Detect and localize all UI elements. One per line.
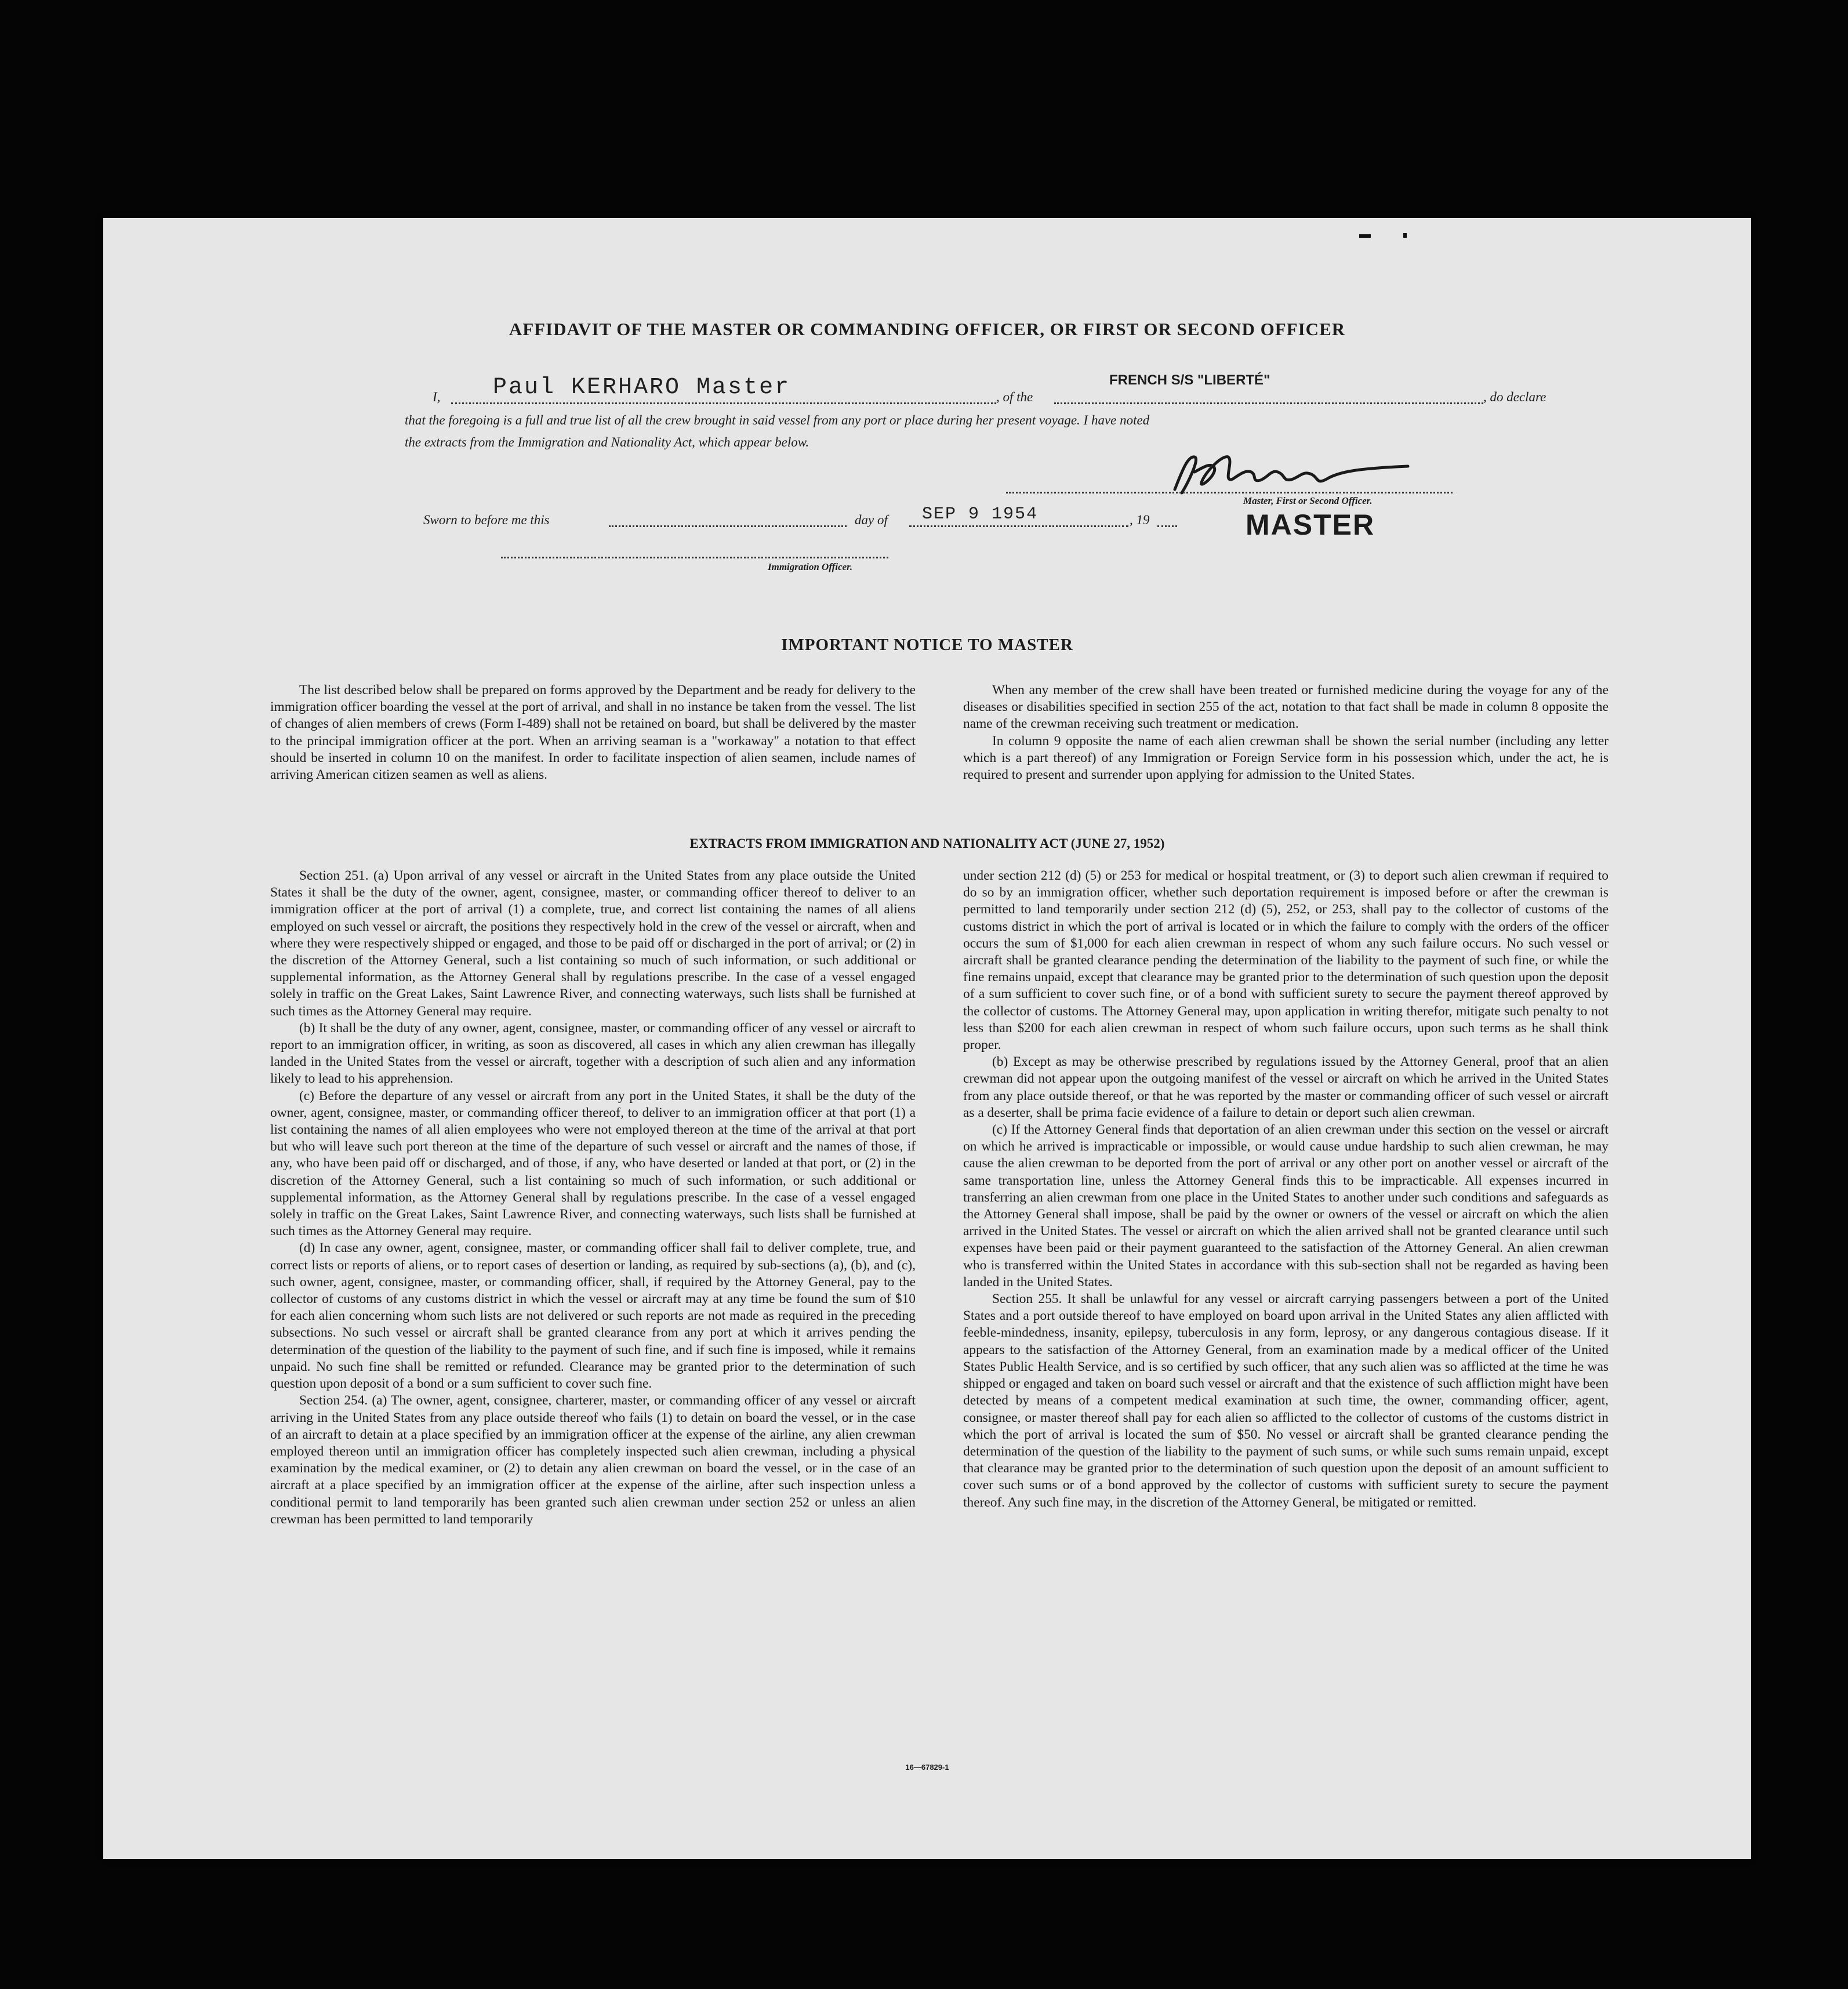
day-of-label: day of bbox=[855, 513, 888, 527]
of-the-label: , of the bbox=[996, 390, 1033, 404]
extract-paragraph: (b) It shall be the duty of any owner, agent, consignee, master, or commanding officer of any vessel or aircraft to report to an immigration officer, in writing, as soon as discovered, all cases in which any alien crewman has illegally landed in the United States from the vessel or aircraft, together with a description of such alien and any information likely to lead to his apprehension. bbox=[270, 1020, 916, 1087]
master-stamp: MASTER bbox=[1246, 509, 1375, 541]
immigration-officer-caption: Immigration Officer. bbox=[768, 561, 853, 572]
ink-mark bbox=[1403, 233, 1407, 238]
signature-underline bbox=[1006, 492, 1453, 493]
affidavit-line-1: that the foregoing is a full and true list of all the crew brought in said vessel from any port or place during her present voyage. I have noted bbox=[405, 413, 1150, 427]
sworn-label: Sworn to before me this bbox=[423, 513, 550, 527]
extract-paragraph: Section 251. (a) Upon arrival of any vessel or aircraft in the United States from any place outside the United States it shall be the duty of the owner, agent, consignee, master, or commanding officer thereof to deliver to an immigration officer at the port of arrival (1) a complete, true, and correct list containing the names of all aliens employed on such vessel or aircraft, the positions they respectively hold in the crew of the vessel or aircraft, when and where they were respectively shipped or engaged, and those to be paid off or discharged in the port of arrival; or (2) in the discretion of the Attorney General, such a list containing so much of such information, or such additional or supplemental information, as the Attorney General shall by regulations prescribe. In the case of a vessel engaged solely in traffic on the Great Lakes, Saint Lawrence River, and connecting waterways, such lists shall be furnished at such times as the Attorney General may require. bbox=[270, 868, 916, 1019]
extract-paragraph: Section 255. It shall be unlawful for any vessel or aircraft carrying passengers between a port of the United States and a port outside thereof to have employed on board upon arrival in the United States any alien afflicted with feeble-mindedness, insanity, epilepsy, tuberculosis in any form, leprosy, or any dangerous contagious disease. If it appears to the satisfaction of the Attorney General, from an examination made by a medical officer of the United States Public Health Service, and is so certified by such officer, that any such alien was so afflicted at the time he was shipped or engaged and taken on board such vessel or aircraft and that the existence of such affliction might have been detected by means of a competent medical examination at such time, the owner, commanding officer, agent, consignee, or master thereof shall pay for each alien so afflicted to the collector of customs of the customs district in which the port of arrival is located the sum of $50. No vessel or aircraft shall be granted clearance pending the determination of the question of the liability to the payment of such sums, or while such sums remain unpaid, except that clearance may be granted prior to the determination of such question upon the deposit of an amount sufficient to cover such sums or of a bond approved by the collector of customs with sufficient surety to secure the payment thereof. Any such fine may, in the discretion of the Attorney General, be mitigated or remitted. bbox=[963, 1291, 1609, 1510]
notice-right-paragraph-1: When any member of the crew shall have been treated or furnished medicine during the voyage for any of the diseases or disabilities specified in section 255 of the act, notation to that fact shall be made in column 8 opposite the name of the crewman receiving such treatment or medication. bbox=[963, 683, 1609, 732]
form-sheet bbox=[103, 218, 1751, 1859]
form-code: 16—67829-1 bbox=[905, 1763, 949, 1772]
extract-paragraph: (c) Before the departure of any vessel or aircraft from any port in the United States, it shall be the duty of the owner, agent, consignee, master, or commanding officer thereof, to deliver to an immigration officer at that port (1) a list containing the names of all alien employees who were not employed thereon at the time of the arrival at that port but who will leave such port thereon at the time of the departure of such vessel or aircraft and the names of those, if any, who have been paid off or discharged, and of those, if any, who have deserted or landed at that port, or (2) in the discretion of the Attorney General, such a list containing so much of such information, or such additional or supplemental information, as the Attorney General shall by regulations prescribe. In the case of a vessel engaged solely in traffic on the Great Lakes, Saint Lawrence River, and connecting waterways, such lists shall be furnished at such times as the Attorney General may require. bbox=[270, 1088, 916, 1239]
extract-paragraph: (c) If the Attorney General finds that deportation of an alien crewman under this section on the vessel or aircraft on which he arrived is impracticable or impossible, or would cause undue hardship to such alien crewman, he may cause the alien crewman to be deported from the port of arrival or any other port on another vessel or aircraft of the same transportation line, unless the Attorney General finds this to be impracticable. All expenses incurred in transferring an alien crewman from one place in the United States to another under such conditions and safeguards as the Attorney General shall impose, shall be paid by the owner or owners of the vessel or aircraft on which the alien arrived in the United States. The vessel or aircraft on which the alien arrived shall not be granted clearance until such expenses have been paid or their payment guaranteed to the satisfaction of the Attorney General. An alien crewman who is transferred within the United States in accordance with this sub-section shall not be regarded as having been landed in the United States. bbox=[963, 1122, 1609, 1290]
extracts-left-column bbox=[270, 868, 916, 1528]
master-name-typed: Paul KERHARO Master bbox=[493, 375, 791, 401]
extract-paragraph: (b) Except as may be otherwise prescribed by regulations issued by the Attorney General, proof that an alien crewman did not appear upon the outgoing manifest of the vessel or aircraft on which he arrived in the United States from any place outside thereof, or that he was reported by the master or commanding officer of such vessel or aircraft as a deserter, shall be prima facie evidence of a failure to detain or deport such alien crewman. bbox=[963, 1054, 1609, 1120]
year-underline bbox=[1157, 525, 1177, 527]
notice-left-column bbox=[270, 682, 916, 783]
extract-paragraph: Section 254. (a) The owner, agent, consignee, charterer, master, or commanding officer of any vessel or aircraft arriving in the United States from any place outside thereof who fails (1) to detain on board the vessel, or in the case of an aircraft to detain at a place specified by an immigration officer at the expense of the airline, any alien crewman employed thereon until an immigration officer has completely inspected such alien crewman, including a physical examination by the medical examiner, or (2) to detain any alien crewman on board the vessel, or in the case of an aircraft at a place specified by an immigration officer at the expense of the airline, after such inspection unless a conditional permit to land temporarily has been granted such alien crewman under section 252 or unless an alien crewman has been permitted to land temporarily bbox=[270, 1393, 916, 1527]
notice-title: IMPORTANT NOTICE TO MASTER bbox=[781, 636, 1073, 654]
immigration-officer-underline bbox=[501, 557, 888, 558]
year-prefix-label: , 19 bbox=[1130, 513, 1150, 527]
extracts-title: EXTRACTS FROM IMMIGRATION AND NATIONALITY ACT (JUNE 27, 1952) bbox=[689, 836, 1165, 851]
notice-left-paragraph: The list described below shall be prepared on forms approved by the Department and be ready for delivery to the immigration officer boarding the vessel at the port of arrival, and shall in no instance be taken from the vessel. The list of changes of alien members of crews (Form I-489) shall not be retained on board, but shall be delivered by the master to the principal immigration officer at the port. When an arriving seaman is a "workaway" a notation to that effect should be inserted in column 10 on the manifest. In order to facilitate inspection of alien seamen, include names of arriving American citizen seamen as well as aliens. bbox=[270, 683, 916, 783]
date-underline bbox=[909, 525, 1128, 527]
sworn-underline bbox=[609, 525, 847, 527]
sworn-date-typed: SEP 9 1954 bbox=[922, 504, 1039, 524]
affidavit-i-label: I, bbox=[433, 390, 441, 404]
extract-paragraph: under section 212 (d) (5) or 253 for medical or hospital treatment, or (3) to deport such alien crewman if required to do so by an immigration officer, whether such deportation requirement is imposed before or after the crewman is permitted to land temporarily under section 212 (d) (5), 252, or 253, shall pay to the collector of customs of the customs district in which the port of arrival is located or in which the failure to comply with the orders of the officer occurs the sum of $1,000 for each alien crewman in respect of whom any such failure occurs. No such vessel or aircraft shall be granted clearance pending the determination of the liability to the payment of such fine, or while the fine remains unpaid, except that clearance may be granted prior to the determination of such question upon the deposit of a sum sufficient to cover such fine, or of a bond with sufficient surety to secure the payment thereof approved by the collector of customs. The Attorney General may, upon application in writing therefor, mitigate such penalty to not less than $200 for each alien crewman in respect of whom such failure occurs, upon such terms as he shall think proper. bbox=[963, 868, 1609, 1053]
affidavit-line-2: the extracts from the Immigration and Nationality Act, which appear below. bbox=[405, 435, 809, 449]
ship-underline bbox=[1054, 402, 1483, 404]
ship-name-typed: FRENCH S/S "LIBERTÉ" bbox=[1109, 372, 1270, 388]
notice-right-column bbox=[963, 682, 1609, 783]
notice-right-paragraph-2: In column 9 opposite the name of each alien crewman shall be shown the serial number (including any letter which is a part thereof) of any Immigration or Foreign Service form in his possession which, under the act, he is required to present and surrender upon applying for admission to the United States. bbox=[963, 733, 1609, 783]
signature-caption: Master, First or Second Officer. bbox=[1243, 495, 1373, 506]
do-declare-label: , do declare bbox=[1483, 390, 1546, 404]
extracts-right-column bbox=[963, 868, 1609, 1511]
affidavit-title: AFFIDAVIT OF THE MASTER OR COMMANDING OFFICER, OR FIRST OR SECOND OFFICER bbox=[509, 319, 1346, 339]
extract-paragraph: (d) In case any owner, agent, consignee, master, or commanding officer shall fail to deliver complete, true, and correct lists or reports of aliens, or to report cases of desertion or landing, as required by sub-sections (a), (b), and (c), such owner, agent, consignee, master, or commanding officer, shall, if required by the Attorney General, pay to the collector of customs of any customs district in which the vessel or aircraft may at any time be found the sum of $10 for each alien concerning whom such lists are not delivered or such reports are not made as required in the preceding subsections. No such vessel or aircraft shall be granted clearance from any port at which it arrives pending the determination of the question of the liability to the payment of such fine, and if such fine is imposed, while it remains unpaid. No such fine shall be remitted or refunded. Clearance may be granted prior to the determination of such question upon deposit of a bond or a sum sufficient to cover such fine. bbox=[270, 1240, 916, 1392]
ink-mark bbox=[1359, 234, 1371, 238]
name-underline bbox=[451, 402, 996, 404]
